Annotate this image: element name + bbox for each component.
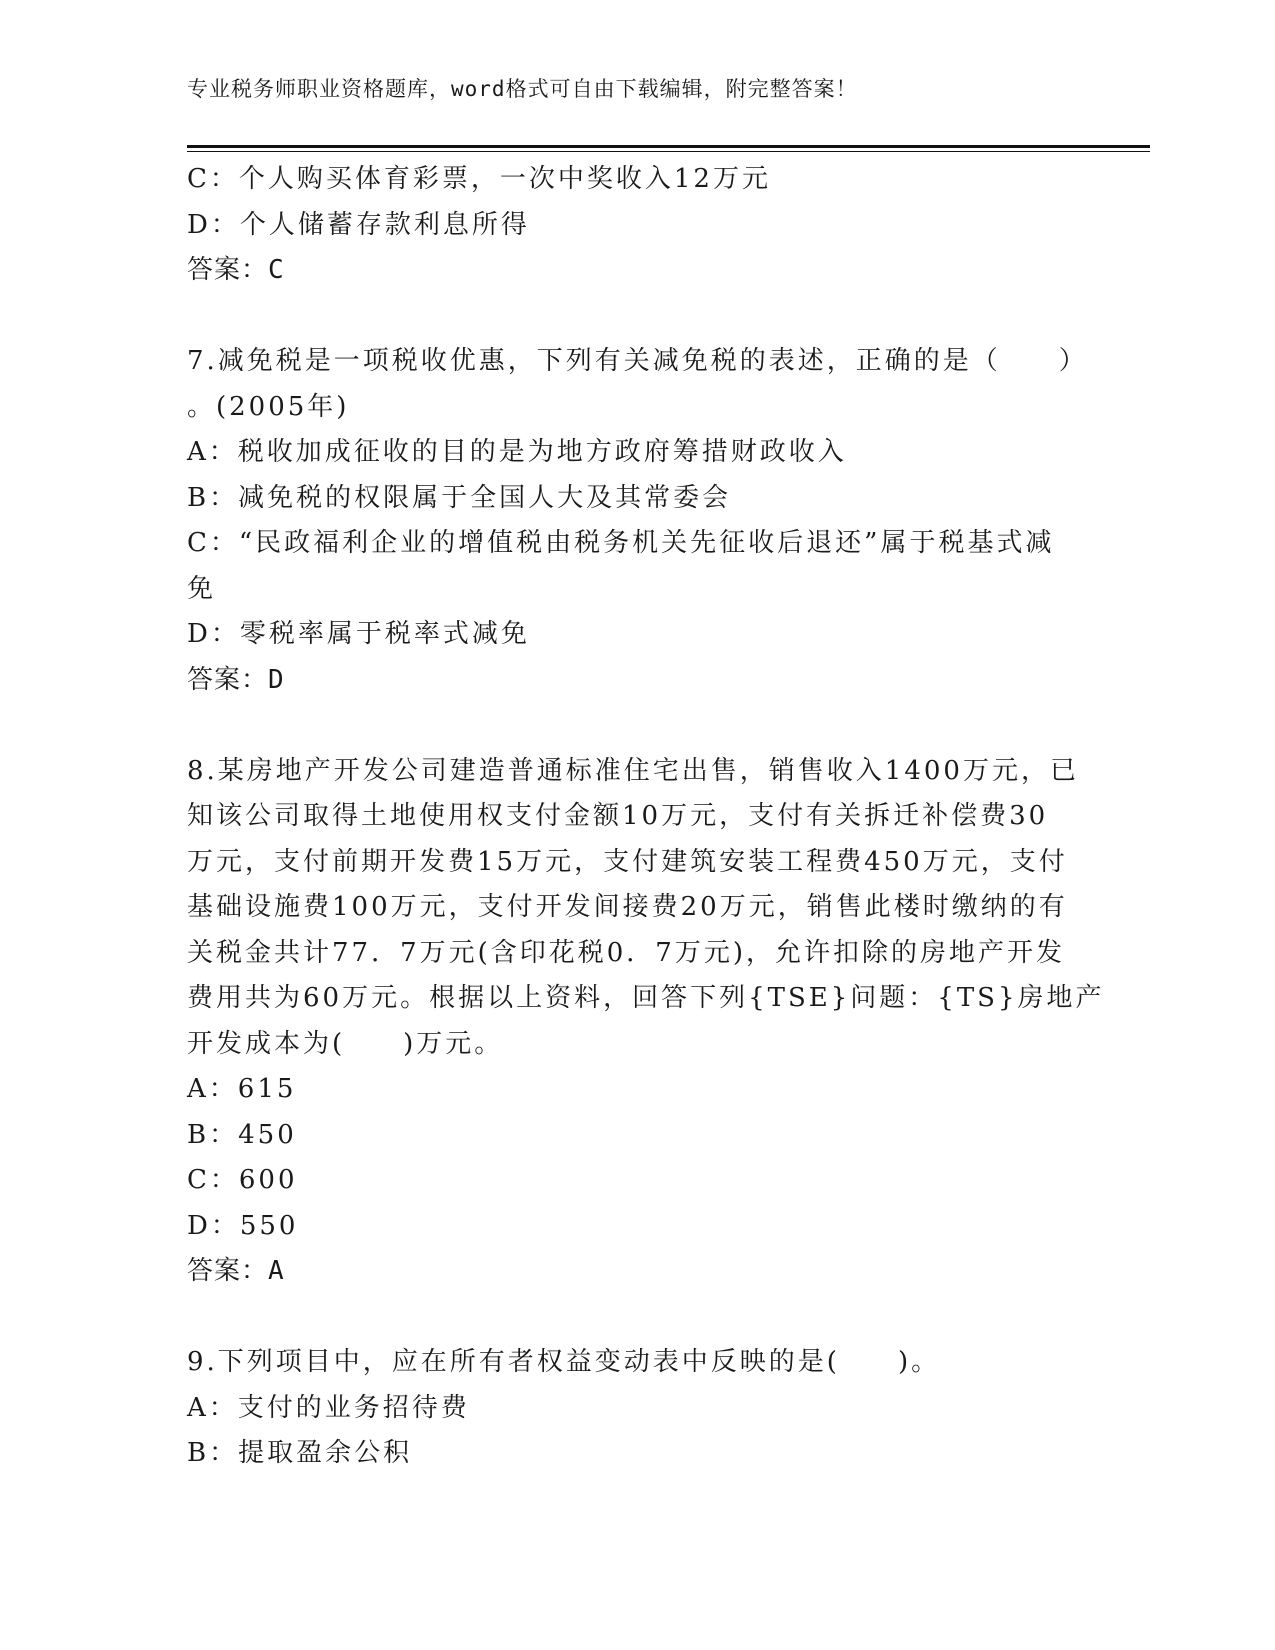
option-c: C：600 [187,1165,298,1195]
option-a: A：支付的业务招待费 [187,1392,470,1423]
option-b: B：450 [187,1119,297,1150]
spacer [187,703,1077,749]
question-stem: 费用共为60万元。根据以上资料，回答下列{TSE}问题：{TS}房地产 [187,983,1105,1013]
question-7 [187,339,1088,703]
option-d: D：个人储蓄存款利息所得 [187,209,530,240]
answer-line: 答案：D [187,664,285,695]
question-stem: 8.某房地产开发公司建造普通标准住宅出售，销售收入1400万元，已 [187,755,1079,786]
question-8 [187,749,1105,1295]
question-stem: 开发成本为( )万元。 [187,1028,504,1059]
question-stem: 9.下列项目中，应在所有者权益变动表中反映的是( )。 [187,1347,941,1377]
option-b: B：减免税的权限属于全国人大及其常委会 [187,482,732,513]
option-b: B：提取盈余公积 [187,1438,413,1468]
option-a: A：税收加成征收的目的是为地方政府筹措财政收入 [187,437,847,467]
question-stem: 基础设施费100万元，支付开发间接费20万元，销售此楼时缴纳的有 [187,892,1068,922]
option-c: C：个人购买体育彩票，一次中奖收入12万元 [187,164,771,194]
question-stem: 万元，支付前期开发费15万元，支付建筑安装工程费450万元，支付 [187,846,1068,877]
option-d: D：零税率属于税率式减免 [187,619,530,649]
spacer [187,1295,1077,1341]
option-a: A：615 [187,1074,297,1104]
answer-line: 答案：A [187,1256,285,1286]
option-d: D：550 [187,1210,299,1241]
previous-question-tail [187,157,1077,294]
header-divider-thin [187,151,1150,152]
question-stem: 知该公司取得土地使用权支付金额10万元，支付有关拆迁补偿费30 [187,801,1049,831]
question-stem: 关税金共计77．7万元(含印花税0．7万元)，允许扣除的房地产开发 [187,937,1065,968]
question-content [187,157,1105,1477]
question-9 [187,1340,1077,1477]
spacer [187,294,1077,340]
question-stem: 。(2005年) [187,391,350,422]
page-header: 专业税务师职业资格题库，word格式可自由下载编辑，附完整答案！ [187,77,858,101]
header-divider-thick [187,145,1150,148]
option-c: C：“民政福利企业的增值税由税务机关先征收后退还”属于税基式减 [187,528,1055,558]
question-stem: 7.减免税是一项税收优惠，下列有关减免税的表述，正确的是（ ） [187,346,1088,376]
option-c-continued: 免 [187,573,217,604]
answer-line: 答案：C [187,255,285,285]
